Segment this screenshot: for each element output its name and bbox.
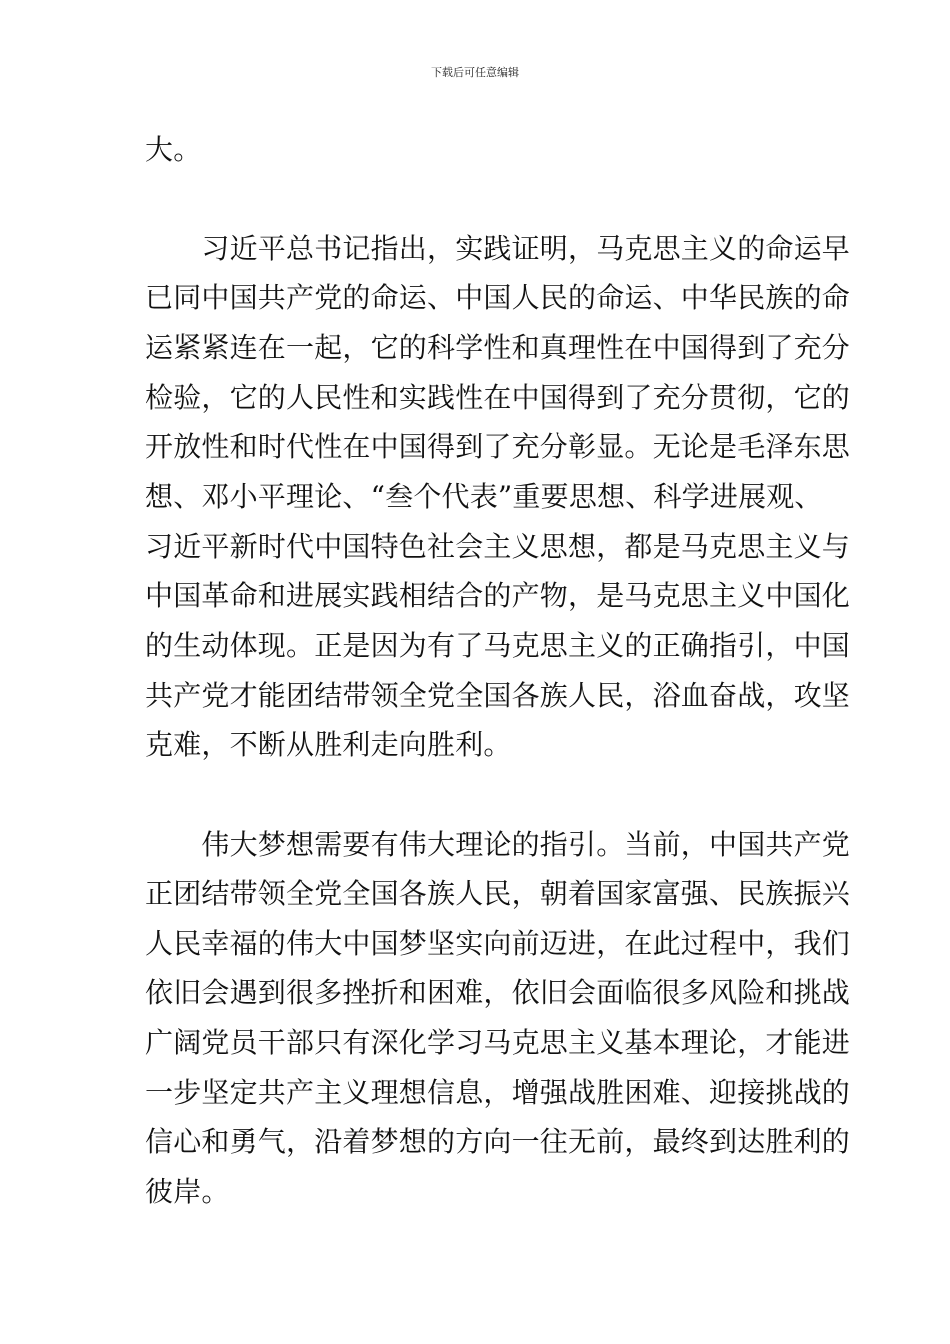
paragraph-3-line-3: 人民幸福的伟大中国梦坚实向前迈进，在此过程中，我们: [145, 927, 851, 960]
paragraph-2-line-6: 想、邓小平理论、“叁个代表”重要思想、科学进展观、: [145, 480, 823, 513]
paragraph-2-line-1: 习近平总书记指出，实践证明，马克思主义的命运早: [145, 232, 851, 265]
paragraph-2-line-4: 检验，它的人民性和实践性在中国得到了充分贯彻，它的: [145, 381, 851, 414]
paragraph-3-line-6: 一步坚定共产主义理想信息，增强战胜困难、迎接挑战的: [145, 1076, 851, 1109]
paragraph-2-line-7: 习近平新时代中国特色社会主义思想，都是马克思主义与: [145, 530, 851, 563]
paragraph-3-line-5: 广阔党员干部只有深化学习马克思主义基本理论，才能进: [145, 1026, 851, 1059]
paragraph-2-line-10: 共产党才能团结带领全党全国各族人民，浴血奋战，攻坚: [145, 679, 851, 712]
paragraph-3-line-4: 依旧会遇到很多挫折和困难，依旧会面临很多风险和挑战: [145, 976, 851, 1009]
paragraph-1-line-1: 大。: [145, 133, 202, 166]
page-header: 下载后可任意编辑: [431, 66, 519, 79]
paragraph-2-line-11: 克难，不断从胜利走向胜利。: [145, 728, 512, 761]
paragraph-2-line-8: 中国革命和进展实践相结合的产物，是马克思主义中国化: [145, 579, 851, 612]
paragraph-3-line-8: 彼岸。: [145, 1175, 230, 1208]
paragraph-3-line-1: 伟大梦想需要有伟大理论的指引。当前，中国共产党: [145, 828, 851, 861]
paragraph-2-line-5: 开放性和时代性在中国得到了充分彰显。无论是毛泽东思: [145, 430, 851, 463]
paragraph-3-line-7: 信心和勇气，沿着梦想的方向一往无前，最终到达胜利的: [145, 1125, 851, 1158]
paragraph-2-line-3: 运紧紧连在一起，它的科学性和真理性在中国得到了充分: [145, 331, 851, 364]
paragraph-2-line-9: 的生动体现。正是因为有了马克思主义的正确指引，中国: [145, 629, 851, 662]
paragraph-3-line-2: 正团结带领全党全国各族人民，朝着国家富强、民族振兴: [145, 877, 851, 910]
paragraph-2-line-2: 已同中国共产党的命运、中国人民的命运、中华民族的命: [145, 281, 851, 314]
